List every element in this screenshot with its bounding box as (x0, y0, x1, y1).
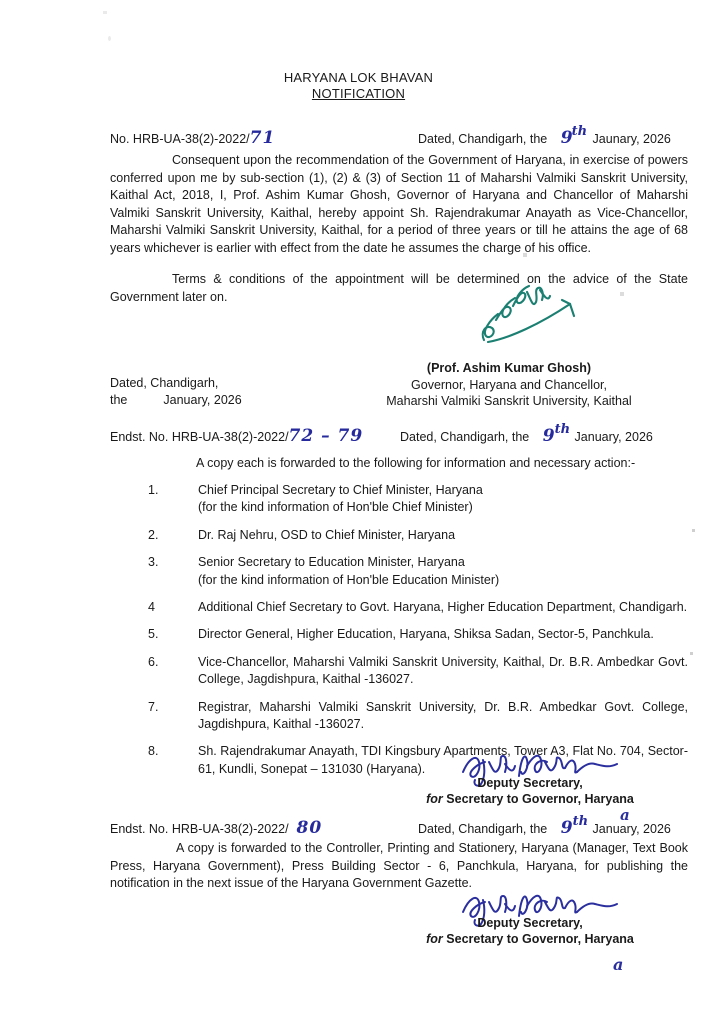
list-item (148, 554, 688, 589)
list-item-text: Additional Chief Secretary to Govt. Haryana, Higher Education Department, Chandigarh. (198, 600, 688, 615)
endorsement-1-number (110, 426, 363, 446)
endorsement-1-month-year: January, 2026 (574, 430, 653, 444)
deputy-for-prefix-2: for (426, 932, 443, 946)
document-organization: HARYANA LOK BHAVAN (283, 70, 434, 85)
list-item-number: 4 (148, 600, 155, 615)
initial-mark-icon: a (613, 955, 624, 974)
list-item-number: 7. (148, 699, 159, 714)
list-item-text: Director General, Higher Education, Haryana, Shiksa Sadan, Sector-5, Panchkula. (198, 627, 654, 642)
list-item-number: 5. (148, 627, 159, 642)
deputy-for-line-2 (380, 931, 680, 947)
deputy-for-rest-2: Secretary to Governor, Haryana (446, 932, 634, 946)
scan-artifact (103, 11, 107, 14)
deputy-signature-block-2 (380, 915, 680, 947)
endorsement-2-day: 9 (560, 818, 574, 838)
endorsement-2-body: A copy is forwarded to the Controller, Printing and Stationery, Haryana (Manager, Text Book Press, Haryana Government), Press Building Sector - 6, Panchkula, Haryana, for publishing the notification in the next issue of the Haryana Government Gazette. (110, 841, 688, 891)
deputy-title-1: Deputy Secretary, (477, 776, 583, 790)
deputy-for-rest-1: Secretary to Governor, Haryana (446, 792, 634, 806)
recipients-list (148, 482, 688, 788)
endorsement-1-intro: A copy each is forwarded to the following for information and necessary action:- (196, 456, 636, 470)
document-type (0, 86, 717, 101)
left-date-city: Dated, Chandigarh, (110, 376, 219, 390)
reference-handwritten-number: 71 (249, 128, 276, 148)
left-date-block (110, 375, 242, 409)
list-item (148, 654, 688, 689)
reference-number (110, 128, 275, 148)
list-item (148, 482, 688, 517)
initial-mark-icon: a (620, 806, 630, 824)
list-item-number: 1. (148, 483, 159, 497)
governor-title-line-2: Maharshi Valmiki Sanskrit University, Kaithal (386, 394, 632, 408)
date-prefix: Dated, Chandigarh, the (418, 132, 548, 146)
date-day-suffix: th (571, 124, 588, 139)
list-item-text: Dr. Raj Nehru, OSD to Chief Minister, Haryana (198, 527, 456, 542)
deputy-title-2: Deputy Secretary, (477, 916, 583, 930)
endorsement-2-day-suffix: th (572, 814, 589, 829)
list-item-subtext: (for the kind information of Hon'ble Chief Minister) (198, 500, 473, 515)
list-item-number: 2. (148, 527, 159, 542)
endorsement-2-label: Endst. No. HRB-UA-38(2)-2022/ (110, 822, 289, 836)
endorsement-2-handwritten-number: 80 (296, 818, 323, 838)
paragraph-appointment: Consequent upon the recommendation of the Government of Haryana, in exercise of powers conferred upon me by sub-section (1), (2) & (3) of Section 11 of Maharshi Valmiki Sanskrit University, Kaithal Act, 2018, I, Prof. Ashim Kumar Ghosh, Governor of Haryana and Chancellor of Maharshi Valmiki Sanskrit University, Kaithal, hereby appoint Sh. Rajendrakumar Anayath as Vice-Chancellor, Maharshi Valmiki Sanskrit University, Kaithal, for a period of three years or till he attains the age of 68 years whichever is earlier with effect from the date he assumes the charge of his office. (110, 153, 688, 255)
list-item-text: Vice-Chancellor, Maharshi Valmiki Sanskrit University, Kaithal, Dr. B.R. Ambedkar Govt. College, Jagdishpura, Kaithal -136027. (198, 654, 688, 687)
deputy-for-line-1 (380, 791, 680, 807)
list-item (148, 527, 688, 544)
list-item-subtext: (for the kind information of Hon'ble Education Minister) (198, 572, 500, 587)
date-line-1 (418, 124, 671, 148)
left-date-the: the (110, 393, 128, 407)
list-item (148, 626, 688, 643)
governor-title-line-1: Governor, Haryana and Chancellor, (411, 377, 607, 392)
endorsement-1-date (400, 422, 653, 446)
list-item-text: Registrar, Maharshi Valmiki Sanskrit University, Dr. B.R. Ambedkar Govt. College, Jagdishpura, Kaithal -136027. (198, 699, 688, 732)
list-item (148, 599, 688, 616)
left-date-month-year: January, 2026 (163, 393, 242, 407)
paragraph-terms: Terms & conditions of the appointment will be determined on the advice of the State Government later on. (110, 272, 688, 304)
list-item-text: Chief Principal Secretary to Chief Minister, Haryana (198, 483, 483, 497)
endorsement-2-date (418, 814, 671, 838)
date-month-year: Jaunary, 2026 (592, 132, 671, 146)
list-item-number: 8. (148, 744, 159, 759)
governor-name: (Prof. Ashim Kumar Ghosh) (426, 361, 592, 375)
deputy-signature-block-1 (380, 775, 680, 807)
endorsement-1-day-suffix: th (554, 422, 571, 437)
list-item (148, 699, 688, 734)
endorsement-1-handwritten-number: 72 – 79 (288, 426, 364, 446)
scan-artifact (690, 652, 693, 655)
list-item-text: Senior Secretary to Education Minister, Haryana (198, 555, 465, 570)
date-day-handwritten: 9 (560, 128, 574, 148)
endorsement-1-label: Endst. No. HRB-UA-38(2)-2022/ (110, 430, 289, 444)
reference-label: No. HRB-UA-38(2)-2022/ (110, 132, 250, 146)
list-item (148, 743, 688, 778)
governor-signature-block (330, 360, 688, 410)
endorsement-1-day: 9 (542, 426, 556, 446)
endorsement-2-month-year: January, 2026 (592, 822, 671, 836)
endorsement-2-number (110, 818, 322, 838)
document-type-text: NOTIFICATION (311, 86, 406, 101)
left-date-line (110, 392, 242, 409)
scan-artifact (692, 529, 695, 532)
deputy-for-prefix-1: for (426, 792, 443, 806)
endorsement-2-date-prefix: Dated, Chandigarh, the (418, 822, 548, 836)
list-item-text: Sh. Rajendrakumar Anayath, TDI Kingsbury Apartments, Tower A3, Flat No. 704, Sector-61, Kundli, Sonepat – 131030 (Haryana). (198, 744, 688, 776)
list-item-number: 6. (148, 654, 159, 669)
list-item-number: 3. (148, 555, 159, 570)
scan-artifact (108, 36, 111, 41)
endorsement-1-date-prefix: Dated, Chandigarh, the (400, 430, 530, 444)
